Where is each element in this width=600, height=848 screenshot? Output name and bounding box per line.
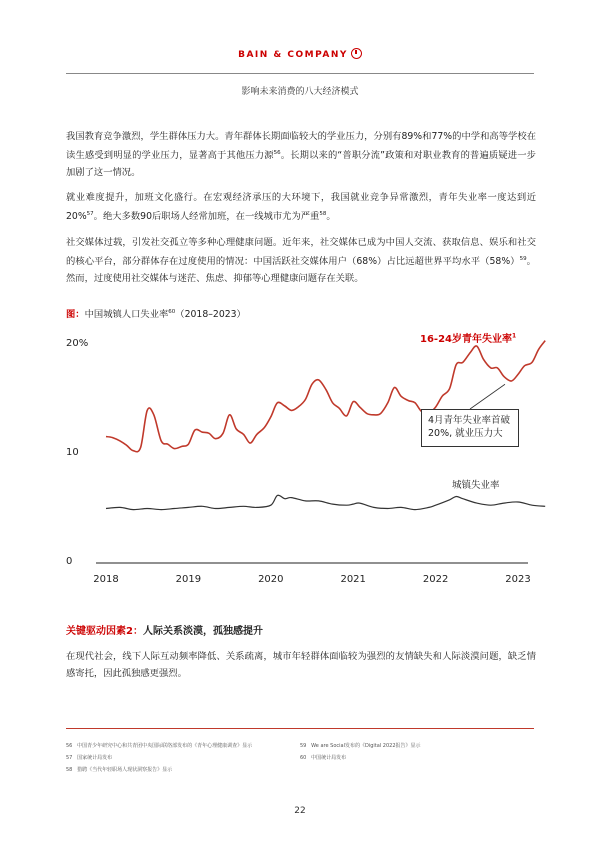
running-title: 影响未来消费的八大经济模式	[241, 87, 359, 97]
section-heading	[66, 622, 263, 637]
brand-name: BAIN & COMPANY	[238, 50, 348, 60]
footnote: 57 国家统计局发布	[66, 755, 113, 761]
x-tick-label: 2020	[258, 574, 284, 585]
section-title: 人际关系淡漠，孤独感提升	[142, 626, 263, 637]
chart-annotation-callout: 4月青年失业率首破 20%, 就业压力大	[421, 409, 519, 447]
y-tick-label: 10	[66, 447, 79, 458]
footnote: 58 猎聘《当代年轻职场人现状洞察报告》显示	[66, 767, 173, 773]
footnote-rule	[66, 728, 534, 729]
x-tick-label: 2023	[505, 574, 531, 585]
section-body: 在现代社会，线下人际互动频率降低、关系疏离，城市年轻群体面临较为强烈的友情缺失和人际淡漠问题，缺乏情感寄托，因此孤独感更强烈。	[66, 651, 536, 679]
series-label-youth: 16-24岁青年失业率$^1$	[420, 332, 517, 345]
footnote: 59 We are Social发布的《Digital 2022报告》显示	[300, 743, 421, 749]
footnote: 56 中国青少年研究中心和共青团中央国际联络部发布的《青年心理健康调查》显示	[66, 743, 253, 749]
x-tick-label: 2019	[175, 574, 202, 585]
section-label: 关键驱动因素2：	[66, 626, 143, 637]
y-tick-label: 0	[66, 556, 73, 567]
y-tick-label: 20%	[66, 338, 89, 349]
page-number: 22	[294, 806, 306, 816]
paragraph-social-media: 社交媒体过载，引发社交孤立等多种心理健康问题。近年来，社交媒体已成为中国人交流、获取信息、娱乐和社交的核心平台，部分群体存在过度使用的情况：中国活跃社交媒体用户（68%）占比远超世界平均水平$(58\%)^{59}$。然而，过度使用社交媒体与迷茫、焦虑、抑郁等心理健康问题存在关联。	[66, 237, 536, 285]
figure-title: 图：中国城镇人口失业率$^{60}$（2018–2023）	[66, 308, 246, 320]
paragraph-employment: 就业难度提升，加班文化盛行。在宏观经济承压的大环境下，我国就业竞争异常激烈，青年失业率一度达到近20%$^{57}$。绝大多数90后职场人经常加班，在一线城市尤为严重$^{58}$。	[66, 192, 536, 223]
x-tick-label: 2018	[93, 574, 119, 585]
urban-unemployment-line	[106, 495, 545, 509]
series-label-urban: 城镇失业率	[452, 480, 500, 491]
footnote: 60 中国统计局发布	[300, 755, 347, 761]
x-tick-label: 2022	[422, 574, 449, 585]
figure-label: 图：	[66, 309, 85, 320]
paragraph-education: 我国教育竞争激烈，学生群体压力大。青年群体长期面临较大的学业压力，分别有89%和77%的中学和高等学校在读生感受到明显的学业压力，显著高于其他压力源$^{56}$。长期以来的“普职分流”政策和对职业教育的普遍质疑进一步加剧了这一情况。	[66, 131, 536, 179]
callout-leader-line	[470, 384, 505, 409]
x-tick-label: 2021	[340, 574, 366, 585]
